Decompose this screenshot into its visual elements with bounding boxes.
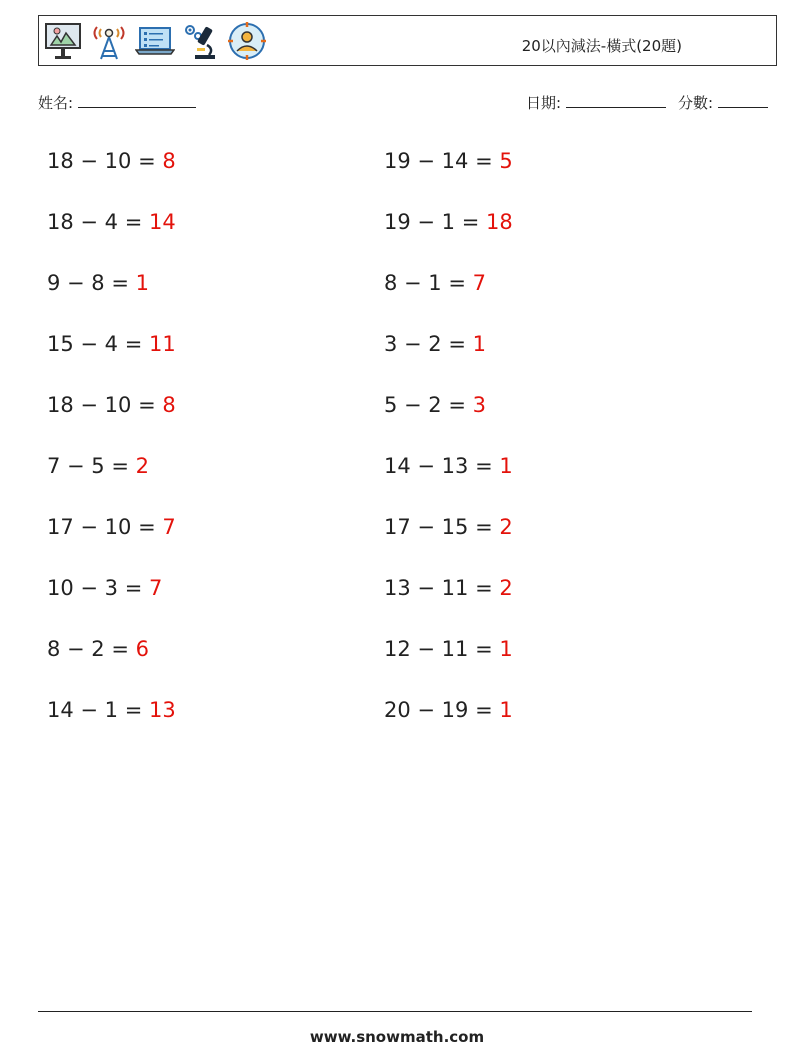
- question: 14 − 13 =: [384, 454, 500, 478]
- answer: 7: [148, 576, 163, 600]
- answer: 8: [162, 393, 176, 417]
- question: 18 − 10 =: [47, 393, 163, 417]
- answer: 1: [499, 454, 513, 478]
- problem-8: [384, 332, 486, 356]
- answer: 5: [499, 149, 513, 173]
- answer: 18: [485, 210, 513, 234]
- problem-14: [384, 515, 513, 539]
- answer: 1: [499, 698, 513, 722]
- answer: 2: [499, 576, 513, 600]
- problem-5: [47, 271, 149, 295]
- answer: 7: [472, 271, 486, 295]
- problem-11: [47, 454, 149, 478]
- problem-15: [47, 576, 162, 600]
- date-label: 日期:: [526, 94, 562, 112]
- answer: 1: [472, 332, 486, 356]
- question: 12 − 11 =: [384, 637, 500, 661]
- question: 20 − 19 =: [384, 698, 500, 722]
- problem-18: [384, 637, 513, 661]
- problem-17: [47, 637, 149, 661]
- microscope-icon: [181, 21, 221, 61]
- radio-tower-icon: [89, 21, 129, 61]
- answer: 8: [162, 149, 176, 173]
- problem-1: [47, 149, 176, 173]
- problem-3: [47, 210, 176, 234]
- question: 19 − 1 =: [384, 210, 486, 234]
- problem-9: [47, 393, 176, 417]
- problem-19: [47, 698, 176, 722]
- question: 8 − 2 =: [47, 637, 136, 661]
- answer: 1: [135, 271, 149, 295]
- problem-13: [47, 515, 176, 539]
- question: 13 − 11 =: [384, 576, 500, 600]
- answer: 2: [135, 454, 149, 478]
- question: 3 − 2 =: [384, 332, 473, 356]
- header-icons: [43, 21, 267, 61]
- name-blank[interactable]: [78, 93, 196, 108]
- header-box: [38, 15, 777, 66]
- problem-10: [384, 393, 486, 417]
- answer: 1: [499, 637, 513, 661]
- name-field: [38, 92, 196, 113]
- question: 18 − 10 =: [47, 149, 163, 173]
- question: 19 − 14 =: [384, 149, 500, 173]
- worksheet-title: 20以內減法-橫式(20題): [521, 37, 682, 55]
- answer: 14: [148, 210, 176, 234]
- problem-6: [384, 271, 486, 295]
- date-blank[interactable]: [566, 93, 666, 108]
- problem-20: [384, 698, 513, 722]
- date-field: [526, 92, 666, 113]
- question: 9 − 8 =: [47, 271, 136, 295]
- problem-2: [384, 149, 513, 173]
- question: 7 − 5 =: [47, 454, 136, 478]
- user-target-icon: [227, 21, 267, 61]
- presentation-board-icon: [43, 21, 83, 61]
- problem-16: [384, 576, 513, 600]
- score-label: 分數:: [678, 94, 714, 112]
- question: 10 − 3 =: [47, 576, 149, 600]
- question: 14 − 1 =: [47, 698, 149, 722]
- answer: 6: [135, 637, 149, 661]
- score-blank[interactable]: [718, 93, 768, 108]
- answer: 2: [499, 515, 513, 539]
- answer: 7: [162, 515, 176, 539]
- question: 8 − 1 =: [384, 271, 473, 295]
- problem-12: [384, 454, 513, 478]
- problem-7: [47, 332, 176, 356]
- question: 17 − 10 =: [47, 515, 163, 539]
- laptop-checklist-icon: [135, 21, 175, 61]
- question: 5 − 2 =: [384, 393, 473, 417]
- score-field: [678, 92, 768, 113]
- name-label: 姓名:: [38, 94, 74, 112]
- answer: 11: [148, 332, 176, 356]
- footer-divider: [38, 1011, 752, 1012]
- question: 17 − 15 =: [384, 515, 500, 539]
- problem-4: [384, 210, 513, 234]
- question: 15 − 4 =: [47, 332, 149, 356]
- question: 18 − 4 =: [47, 210, 149, 234]
- answer: 3: [472, 393, 486, 417]
- answer: 13: [148, 698, 176, 722]
- footer-url[interactable]: www.snowmath.com: [309, 1028, 485, 1046]
